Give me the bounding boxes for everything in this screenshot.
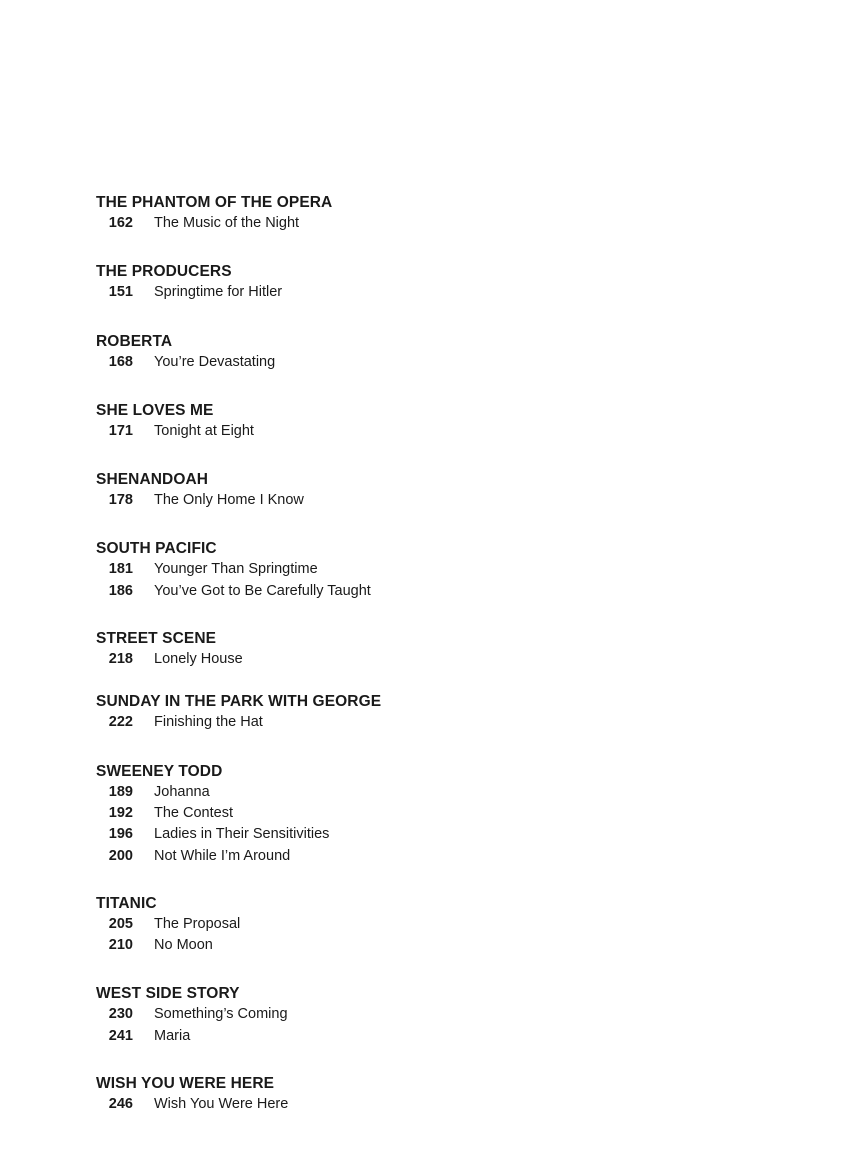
show-title: SOUTH PACIFIC	[96, 540, 217, 558]
show-title: SWEENEY TODD	[96, 762, 223, 780]
show-section	[96, 1073, 796, 1115]
page-number: 186	[108, 582, 133, 599]
page-number: 178	[108, 492, 133, 509]
song-entry	[96, 935, 796, 956]
song-entry	[96, 1094, 796, 1115]
song-title: Finishing the Hat	[154, 714, 263, 731]
song-title: The Proposal	[154, 915, 241, 932]
song-entry	[96, 282, 796, 303]
song-title: Johanna	[154, 783, 210, 800]
table-of-contents	[96, 165, 796, 1115]
page-number: 168	[108, 353, 133, 370]
show-section	[96, 983, 796, 1047]
song-entry	[96, 213, 796, 234]
page-number: 246	[108, 1096, 133, 1113]
song-title: Ladies in Their Sensitivities	[154, 826, 330, 843]
song-entry	[96, 914, 796, 935]
show-title: THE PHANTOM OF THE OPERA	[96, 194, 333, 211]
song-title: Not While I’m Around	[154, 847, 291, 864]
page-number: 222	[108, 714, 133, 731]
show-section	[96, 538, 796, 602]
song-entry	[96, 352, 796, 373]
page-number: 218	[108, 651, 133, 668]
song-title: The Only Home I Know	[154, 492, 304, 509]
song-entry	[96, 824, 796, 845]
song-entry	[96, 1026, 796, 1047]
show-title: TITANIC	[96, 894, 157, 912]
song-entry	[96, 1004, 796, 1025]
song-entry	[96, 559, 796, 580]
song-title: Tonight at Eight	[154, 422, 254, 439]
song-title: You’ve Got to Be Carefully Taught	[154, 582, 371, 599]
song-entry	[96, 803, 796, 824]
song-entry	[96, 846, 796, 867]
song-title: The Music of the Night	[154, 215, 300, 231]
song-title: Lonely House	[154, 651, 243, 668]
page-number: 205	[108, 915, 133, 932]
page-number: 210	[108, 937, 133, 954]
song-title: The Contest	[154, 804, 233, 821]
song-entry	[96, 581, 796, 602]
song-title: Something’s Coming	[154, 1006, 288, 1023]
show-section	[96, 761, 796, 867]
show-title: STREET SCENE	[96, 630, 217, 648]
page-number: 181	[108, 561, 133, 578]
show-section	[96, 628, 796, 670]
show-section	[96, 261, 796, 303]
song-title: Maria	[154, 1027, 191, 1044]
show-section	[96, 691, 796, 733]
song-entry	[96, 782, 796, 803]
show-title: ROBERTA	[96, 332, 173, 350]
show-title: THE PRODUCERS	[96, 263, 232, 281]
song-entry	[96, 490, 796, 511]
show-section	[96, 893, 796, 957]
song-title: You’re Devastating	[154, 353, 276, 370]
show-section	[96, 192, 796, 234]
page-number: 171	[108, 422, 133, 439]
page-number: 200	[108, 847, 133, 864]
page-number: 230	[108, 1006, 133, 1023]
show-title: WEST SIDE STORY	[96, 985, 240, 1003]
song-title: Wish You Were Here	[154, 1096, 289, 1113]
page-number: 162	[108, 215, 133, 231]
show-title: SUNDAY IN THE PARK WITH GEORGE	[96, 693, 382, 711]
show-title: WISH YOU WERE HERE	[96, 1075, 275, 1093]
song-entry	[96, 421, 796, 442]
page-number: 241	[108, 1027, 133, 1044]
song-entry	[96, 712, 796, 733]
page-number: 192	[108, 804, 133, 821]
song-title: No Moon	[154, 937, 213, 954]
song-title: Younger Than Springtime	[154, 561, 318, 578]
song-entry	[96, 649, 796, 670]
show-title: SHENANDOAH	[96, 471, 209, 489]
page-number: 151	[108, 284, 133, 301]
show-section	[96, 331, 796, 373]
song-title: Springtime for Hitler	[154, 284, 283, 301]
page-number: 189	[108, 783, 133, 800]
show-section	[96, 469, 796, 511]
page-number: 196	[108, 826, 133, 843]
show-title: SHE LOVES ME	[96, 401, 214, 419]
show-section	[96, 400, 796, 442]
